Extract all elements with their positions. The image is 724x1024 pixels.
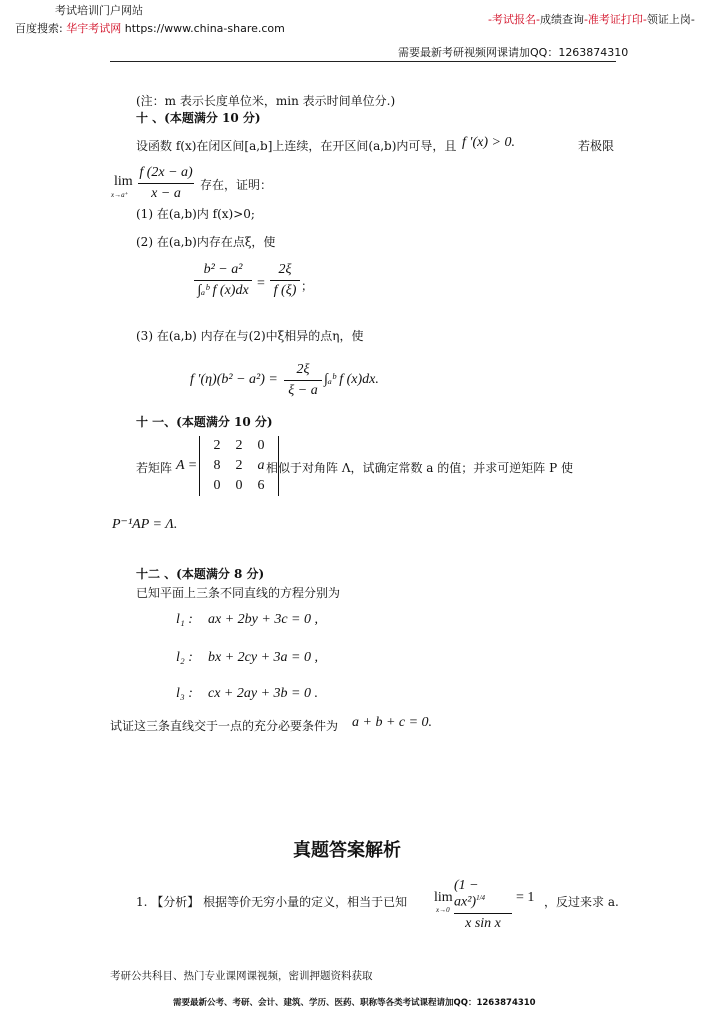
search-prefix: 百度搜索:	[15, 22, 63, 35]
q10-condition: f ′(x) > 0.	[462, 135, 515, 150]
q10-p2-left-fraction	[194, 262, 252, 299]
q11-heading: 十 一、(本题满分 10 分)	[136, 415, 273, 429]
matrix-cell: 2	[213, 438, 221, 453]
q10-p2-rnum: 2ξ	[278, 262, 292, 277]
q10-p3-num: 2ξ	[296, 362, 310, 377]
line-3-equation: cx + 2ay + 3b = 0 .	[208, 686, 318, 701]
q10-heading: 十 、(本题满分 10 分)	[136, 111, 261, 125]
answer-1-lim: lim	[434, 890, 453, 905]
answer-1-lim-sub: x→0	[436, 906, 450, 914]
line-1-label: l₁ :	[176, 612, 193, 627]
q10-frac-num: f (2x − a)	[139, 165, 193, 180]
q10-lim-sub: x→a⁺	[111, 191, 129, 199]
q10-limit-fraction	[138, 165, 194, 202]
q10-p2-end: ；	[301, 279, 314, 293]
line-2-equation: bx + 2cy + 3a = 0 ,	[208, 650, 318, 665]
q12-heading: 十二 、(本题满分 8 分)	[136, 567, 265, 581]
answer-1-suffix: ，反过来求 a.	[544, 895, 619, 909]
q10-p2-num: b² − a²	[203, 262, 243, 277]
header-divider	[110, 61, 616, 62]
q10-p2-equals: =	[257, 276, 265, 291]
matrix-cell: 6	[257, 478, 265, 493]
score-query-link[interactable]: 成绩查询	[539, 13, 584, 26]
footer-line-2: 需要最新公考、考研、会计、建筑、学历、医药、职称等各类考试课程请加QQ：1263874310	[173, 998, 536, 1008]
header-contact: 需要最新考研视频网课请加QQ：1263874310	[398, 46, 629, 59]
matrix-cell: 2	[235, 458, 243, 473]
answer-1-prefix: 1. 【分析】 根据等价无穷小量的定义，相当于已知	[136, 895, 408, 909]
site-url-link[interactable]: https://www.china-share.com	[124, 22, 285, 35]
q12-intro: 已知平面上三条不同直线的方程分别为	[136, 586, 341, 600]
matrix-cell: a	[257, 458, 265, 473]
q10-p2-right-fraction	[270, 262, 300, 299]
header-links	[488, 11, 695, 27]
answer-1-num: $(1 - ax^2)^{1/4}$	[454, 878, 486, 910]
certificate-link[interactable]: 领证上岗-	[646, 13, 695, 26]
matrix-cell: 0	[213, 478, 221, 493]
q10-part3: (3) 在(a,b) 内存在与(2)中ξ相异的点η，使	[136, 329, 364, 343]
line-3-label: l₃ :	[176, 686, 193, 701]
site-title: 考试培训门户网站	[55, 4, 143, 17]
answer-1-exponent: 1/4	[476, 894, 486, 902]
q10-exists: 存在，证明：	[200, 178, 273, 192]
matrix-cell: 0	[257, 438, 265, 453]
q10-p3-left: f ′(η)(b² − a²) =	[190, 372, 278, 387]
q10-p2-rden: f (ξ)	[273, 283, 297, 298]
q11-equation: P⁻¹AP = Λ.	[112, 517, 178, 532]
q10-p3-fraction	[284, 362, 322, 399]
line-2-label: l₂ :	[176, 650, 193, 665]
q11-lhs: A =	[176, 458, 198, 473]
q10-part2: (2) 在(a,b)内存在点ξ，使	[136, 235, 276, 249]
admission-print-link[interactable]: -准考证打印-	[583, 13, 647, 26]
q10-part1: (1) 在(a,b)内 f(x)>0;	[136, 207, 255, 221]
q10-intro: 设函数 f(x)在闭区间[a,b]上连续，在开区间(a,b)内可导，且	[136, 139, 457, 153]
search-line	[15, 20, 285, 36]
q11-pre: 若矩阵	[136, 461, 173, 475]
matrix-cell: 0	[235, 478, 243, 493]
matrix-cell: 2	[235, 438, 243, 453]
answers-title: 真题答案解析	[293, 840, 401, 861]
answer-1-equals: = 1	[516, 890, 535, 905]
q10-frac-den: x − a	[151, 186, 181, 201]
q10-lim: lim	[114, 174, 133, 189]
q10-p3-den: ξ − a	[288, 383, 318, 398]
unit-note: (注：m 表示长度单位米，min 表示时间单位分.)	[136, 94, 396, 108]
q12-prove-equation: a + b + c = 0.	[352, 715, 433, 730]
exam-signup-link[interactable]: -考试报名-	[488, 13, 540, 26]
q12-prove: 试证这三条直线交于一点的充分必要条件为	[110, 719, 339, 733]
footer-line-1: 考研公共科目、热门专业课网课视频，密训押题资料获取	[110, 970, 373, 982]
answer-1-fraction	[454, 878, 512, 932]
q10-tail: 若极限	[578, 139, 615, 153]
answer-1-den: x sin x	[465, 915, 501, 931]
q10-p3-right: ∫ₐᵇ f (x)dx.	[324, 372, 379, 387]
q11-post: 相似于对角阵 Λ，试确定常数 a 的值；并求可逆矩阵 P 使	[266, 461, 573, 475]
q10-p2-den: ∫ₐᵇ f (x)dx	[197, 283, 249, 298]
matrix-cell: 8	[213, 458, 221, 473]
search-brand-link[interactable]: 华宇考试网	[66, 22, 122, 35]
line-1-equation: ax + 2by + 3c = 0 ,	[208, 612, 318, 627]
